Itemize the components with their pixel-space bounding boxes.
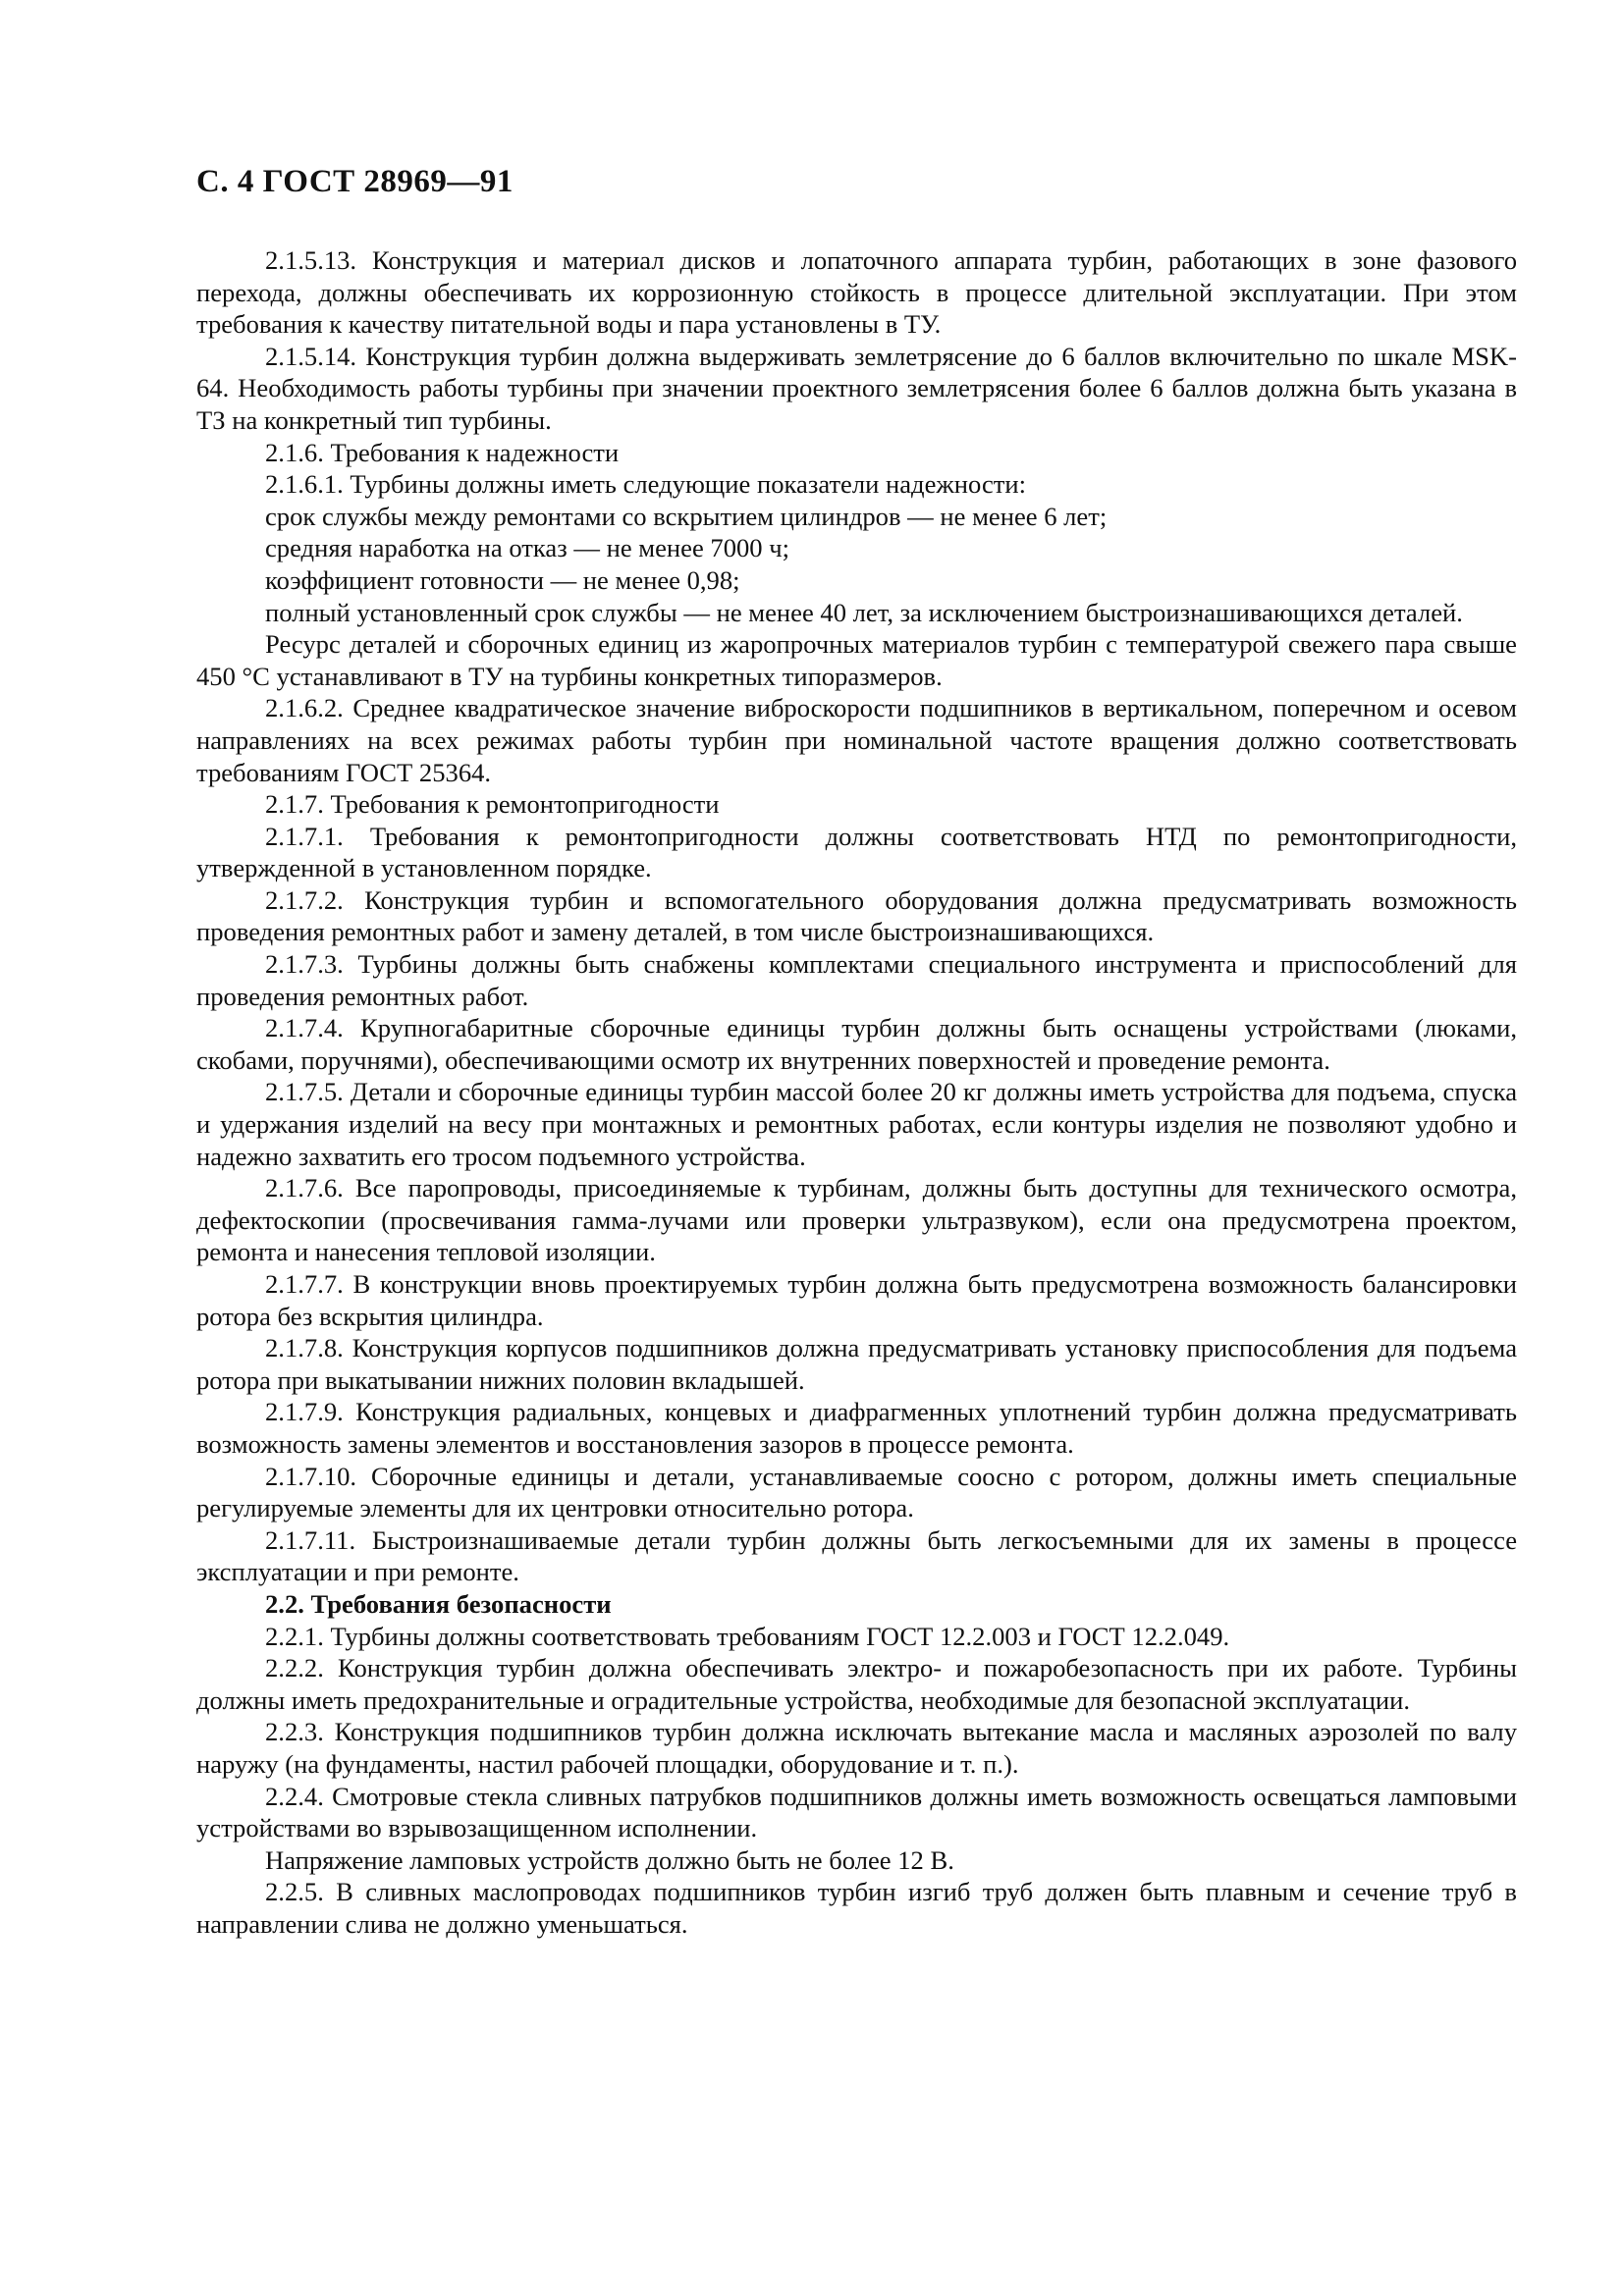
paragraph-2-2-3: 2.2.3. Конструкция подшипников турбин должна исключать вытекание масла и масляных аэрозолей по валу наружу (на фундаменты, настил рабочей площадки, оборудование и т. п.). [196,1717,1517,1779]
paragraph-2-1-7-1: 2.1.7.1. Требования к ремонтопригодности должны соответствовать НТД по ремонтопригодности, утвержденной в установленном порядке. [196,821,1517,883]
list-item-service-life-between-repairs: срок службы между ремонтами со вскрытием цилиндров — не менее 6 лет; [265,501,1108,531]
paragraph-2-1-7-8: 2.1.7.8. Конструкция корпусов подшипников должна предусматривать установку приспособления для подъема ротора при выкатывании нижних половин вкладышей. [196,1333,1517,1395]
paragraph-2-1-7-3: 2.1.7.3. Турбины должны быть снабжены комплектами специального инструмента и приспособлений для проведения ремонтных работ. [196,949,1517,1011]
paragraph-2-1-7-2: 2.1.7.2. Конструкция турбин и вспомогательного оборудования должна предусматривать возможность проведения ремонтных работ и замену деталей, в том числе быстроизнашивающихся. [196,884,1517,947]
paragraph-2-2-1: 2.2.1. Турбины должны соответствовать требованиям ГОСТ 12.2.003 и ГОСТ 12.2.049. [265,1621,1230,1651]
subsection-title-reliability: 2.1.6. Требования к надежности [265,437,620,467]
paragraph-2-1-7-7: 2.1.7.7. В конструкции вновь проектируемых турбин должна быть предусмотрена возможность балансировки ротора без вскрытия цилиндра. [196,1269,1517,1331]
paragraph-2-1-6-2: 2.1.6.2. Среднее квадратическое значение виброскорости подшипников в вертикальном, поперечном и осевом направлениях на всех режимах работы турбин при номинальной частоте вращения должно соответствовать требованиям ГОСТ 25364. [196,693,1517,787]
paragraph-2-2-4: 2.2.4. Смотровые стекла сливных патрубков подшипников должны иметь возможность освещаться ламповыми устройствами во взрывозащищенном исполнении. [196,1781,1517,1843]
paragraph-2-2-2: 2.2.2. Конструкция турбин должна обеспечивать электро- и пожаробезопасность при их работе. Турбины должны иметь предохранительные и оградительные устройства, необходимые для безопасной эксплуатации. [196,1653,1517,1715]
list-item-availability-factor: коэффициент готовности — не менее 0,98; [265,564,740,595]
section-title-safety-requirements: 2.2. Требования безопасности [265,1588,612,1619]
paragraph-2-1-7-9: 2.1.7.9. Конструкция радиальных, концевых и диафрагменных уплотнений турбин должна предусматривать возможность замены элементов и восстановления зазоров в процессе ремонта. [196,1397,1517,1459]
subsection-title-maintainability: 2.1.7. Требования к ремонтопригодности [265,789,720,820]
paragraph-2-1-7-5: 2.1.7.5. Детали и сборочные единицы турбин массой более 20 кг должны иметь устройства для подъема, спуска и удержания изделий на весу при монтажных и ремонтных работах, если контуры изделия не позволяют удобно и надежно захватить его тросом подъемного устройства. [196,1077,1517,1171]
paragraph-2-2-5: 2.2.5. В сливных маслопроводах подшипников турбин изгиб труб должен быть плавным и сечение труб в направлении слива не должно уменьшаться. [196,1877,1517,1939]
paragraph-2-1-5-14: 2.1.5.14. Конструкция турбин должна выдерживать землетрясение до 6 баллов включительно по шкале MSK-64. Необходимость работы турбины при значении проектного землетрясения более 6 баллов должна быть указана в ТЗ на конкретный тип турбины. [196,341,1517,435]
paragraph-lamp-voltage: Напряжение ламповых устройств должно быть не более 12 В. [265,1844,954,1875]
paragraph-2-1-6-1: 2.1.6.1. Турбины должны иметь следующие показатели надежности: [265,469,1026,500]
paragraph-2-1-7-4: 2.1.7.4. Крупногабаритные сборочные единицы турбин должны быть оснащены устройствами (люками, скобами, поручнями), обеспечивающими осмотр их внутренних поверхностей и проведение ремонта. [196,1013,1517,1075]
list-item-mean-time-to-failure: средняя наработка на отказ — не менее 7000 ч; [265,533,790,563]
paragraph-2-1-7-10: 2.1.7.10. Сборочные единицы и детали, устанавливаемые соосно с ротором, должны иметь специальные регулируемые элементы для их центровки относительно ротора. [196,1461,1517,1523]
page-header: С. 4 ГОСТ 28969—91 [196,164,514,199]
paragraph-2-1-7-11: 2.1.7.11. Быстроизнашиваемые детали турбин должны быть легкосъемными для их замены в процессе эксплуатации и при ремонте. [196,1524,1517,1587]
paragraph-resource-of-parts: Ресурс деталей и сборочных единиц из жаропрочных материалов турбин с температурой свежего пара свыше 450 °С устанавливают в ТУ на турбины конкретных типоразмеров. [196,629,1517,691]
paragraph-2-1-5-13: 2.1.5.13. Конструкция и материал дисков и лопаточного аппарата турбин, работающих в зоне фазового перехода, должны обеспечивать их коррозионную стойкость в процессе длительной эксплуатации. При этом требования к качеству питательной воды и пара установлены в ТУ. [196,245,1517,340]
document-page [196,162,1517,1940]
list-item-full-service-life: полный установленный срок службы — не менее 40 лет, за исключением быстроизнашивающихся деталей. [265,597,1463,627]
paragraph-2-1-7-6: 2.1.7.6. Все паропроводы, присоединяемые к турбинам, должны быть доступны для технического осмотра, дефектоскопии (просвечивания гамма-лучами или проверки ультразвуком), если она предусмотрена проектом, ремонта и нанесения тепловой изоляции. [196,1173,1517,1267]
document-body [196,244,1517,1940]
